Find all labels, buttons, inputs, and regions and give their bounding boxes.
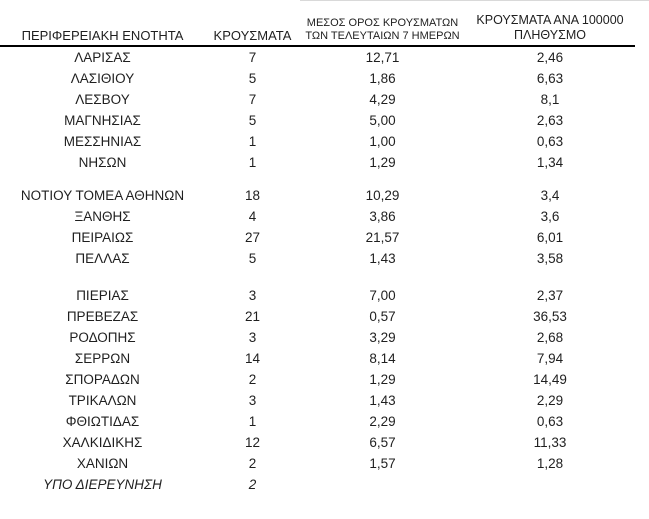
avg7-value-cell: 1,00: [369, 134, 396, 149]
column-header-7day-average-line2: ΤΩΝ ΤΕΛΕΥΤΑΙΩΝ 7 ΗΜΕΡΩΝ: [305, 30, 460, 42]
column-header-cases: ΚΡΟΥΣΜΑΤΑ: [213, 28, 292, 43]
per100k-value-cell: 2,29: [536, 393, 564, 408]
region-name-cell: ΛΑΣΙΘΙΟΥ: [70, 71, 135, 86]
region-name-cell: ΧΑΛΚΙΔΙΚΗΣ: [62, 435, 143, 450]
table-row: [0, 89, 635, 110]
cases-value-cell: 1: [248, 155, 257, 170]
table-row: [0, 369, 635, 390]
avg7-value-cell: 12,71: [365, 50, 400, 65]
region-name-cell: ΡΟΔΟΠΗΣ: [69, 330, 136, 345]
cases-value-cell: 7: [248, 92, 257, 107]
avg7-value-cell: 3,86: [369, 209, 396, 224]
per100k-value-cell: 7,94: [536, 351, 564, 366]
column-header-per-100000-line2: ΠΛΗΘΥΣΜΟ: [514, 28, 586, 42]
table-row: [0, 47, 635, 68]
avg7-value-cell: 5,00: [369, 113, 396, 128]
per100k-value-cell: 14,49: [533, 372, 567, 387]
table-row: [0, 152, 635, 173]
avg7-value-cell: 10,29: [365, 188, 400, 203]
avg7-value-cell: 21,57: [365, 230, 400, 245]
per100k-value-cell: 3,6: [540, 209, 560, 224]
per100k-value-cell: 6,63: [536, 71, 564, 86]
region-name-cell: ΠΕΙΡΑΙΩΣ: [71, 230, 134, 245]
table-row: [0, 453, 635, 474]
table-row: [0, 206, 635, 227]
column-header-regional-unit: ΠΕΡΙΦΕΡΕΙΑΚΗ ΕΝΟΤΗΤΑ: [21, 28, 184, 43]
table-row: [0, 248, 635, 269]
top-border-fragment: [300, 0, 649, 1]
cases-value-cell: 18: [244, 188, 261, 203]
region-name-cell: ΠΕΛΛΑΣ: [75, 251, 130, 266]
table-row: [0, 285, 635, 306]
cases-table: [0, 5, 635, 495]
region-name-cell: ΧΑΝΙΩΝ: [76, 456, 129, 471]
cases-value-cell: 2: [248, 456, 257, 471]
cases-value-cell: 5: [248, 71, 257, 86]
avg7-value-cell: 1,43: [369, 251, 396, 266]
avg7-value-cell: 3,29: [369, 330, 396, 345]
avg7-value-cell: 6,57: [369, 435, 396, 450]
avg7-value-cell: 4,29: [369, 92, 396, 107]
table-row: [0, 131, 635, 152]
cases-value-cell: 5: [248, 113, 257, 128]
avg7-value-cell: [300, 474, 465, 495]
table-row: [0, 306, 635, 327]
region-name-cell: ΜΕΣΣΗΝΙΑΣ: [63, 134, 142, 149]
cases-value-cell: 3: [248, 288, 257, 303]
cases-value-cell: 21: [244, 309, 261, 324]
table-row: [0, 227, 635, 248]
column-header-7day-average: [300, 17, 465, 43]
per100k-value-cell: 6,01: [536, 230, 564, 245]
table-row: [0, 348, 635, 369]
per100k-value-cell: 36,53: [533, 309, 567, 324]
cases-value-cell: 3: [248, 393, 257, 408]
per100k-value-cell: 3,4: [540, 188, 560, 203]
avg7-value-cell: 0,57: [369, 309, 396, 324]
per100k-value-cell: 2,68: [536, 330, 564, 345]
region-name-cell: ΝΟΤΙΟΥ ΤΟΜΕΑ ΑΘΗΝΩΝ: [20, 188, 185, 203]
region-name-cell: ΠΡΕΒΕΖΑΣ: [66, 309, 139, 324]
cases-value-cell: 2: [248, 477, 257, 492]
region-name-cell: ΣΠΟΡΑΔΩΝ: [65, 372, 140, 387]
per100k-value-cell: 1,28: [536, 456, 564, 471]
per100k-value-cell: 2,46: [536, 50, 564, 65]
per100k-value-cell: 0,63: [536, 414, 564, 429]
cases-value-cell: 3: [248, 330, 257, 345]
table-row: [0, 68, 635, 89]
per100k-value-cell: 1,34: [536, 155, 564, 170]
avg7-value-cell: 2,29: [369, 414, 396, 429]
per100k-value-cell: [465, 474, 635, 495]
region-name-cell: ΝΗΣΩΝ: [78, 155, 127, 170]
table-header-row: [0, 5, 635, 47]
cases-value-cell: 1: [248, 414, 257, 429]
region-name-cell: ΞΑΝΘΗΣ: [74, 209, 131, 224]
table-row: [0, 432, 635, 453]
region-name-cell: ΛΑΡΙΣΑΣ: [74, 50, 131, 65]
column-header-per-100000-line1: ΚΡΟΥΣΜΑΤΑ ΑΝΑ 100000: [476, 13, 624, 27]
region-name-cell: ΛΕΣΒΟΥ: [75, 92, 130, 107]
avg7-value-cell: 1,29: [369, 372, 396, 387]
cases-value-cell: 7: [248, 50, 257, 65]
region-name-cell: ΠΙΕΡΙΑΣ: [76, 288, 129, 303]
per100k-value-cell: 11,33: [533, 435, 567, 450]
cases-value-cell: 4: [248, 209, 257, 224]
row-group-gap: [0, 173, 635, 185]
table-row: [0, 110, 635, 131]
region-name-cell: ΜΑΓΝΗΣΙΑΣ: [64, 113, 141, 128]
column-header-7day-average-line1: ΜΕΣΟΣ ΟΡΟΣ ΚΡΟΥΣΜΑΤΩΝ: [306, 17, 459, 29]
per100k-value-cell: 0,63: [536, 134, 564, 149]
avg7-value-cell: 1,86: [369, 71, 396, 86]
avg7-value-cell: 8,14: [369, 351, 396, 366]
per100k-value-cell: 3,58: [536, 251, 564, 266]
table-row: [0, 474, 635, 495]
per100k-value-cell: 2,37: [536, 288, 564, 303]
region-name-cell: ΥΠΟ ΔΙΕΡΕΥΝΗΣΗ: [43, 477, 162, 492]
table-body: [0, 47, 635, 495]
row-group-gap: [0, 269, 635, 285]
avg7-value-cell: 1,57: [369, 456, 396, 471]
column-header-per-100000: [465, 13, 635, 43]
cases-value-cell: 14: [244, 351, 261, 366]
avg7-value-cell: 1,43: [369, 393, 396, 408]
table-row: [0, 327, 635, 348]
table-row: [0, 185, 635, 206]
cases-value-cell: 1: [248, 134, 257, 149]
region-name-cell: ΦΘΙΩΤΙΔΑΣ: [65, 414, 140, 429]
avg7-value-cell: 1,29: [369, 155, 396, 170]
cases-value-cell: 27: [244, 230, 261, 245]
avg7-value-cell: 7,00: [369, 288, 396, 303]
per100k-value-cell: 2,63: [536, 113, 564, 128]
table-row: [0, 411, 635, 432]
cases-value-cell: 2: [248, 372, 257, 387]
cases-value-cell: 12: [244, 435, 261, 450]
per100k-value-cell: 8,1: [540, 92, 560, 107]
region-name-cell: ΣΕΡΡΩΝ: [74, 351, 131, 366]
cases-value-cell: 5: [248, 251, 257, 266]
table-row: [0, 390, 635, 411]
region-name-cell: ΤΡΙΚΑΛΩΝ: [68, 393, 137, 408]
